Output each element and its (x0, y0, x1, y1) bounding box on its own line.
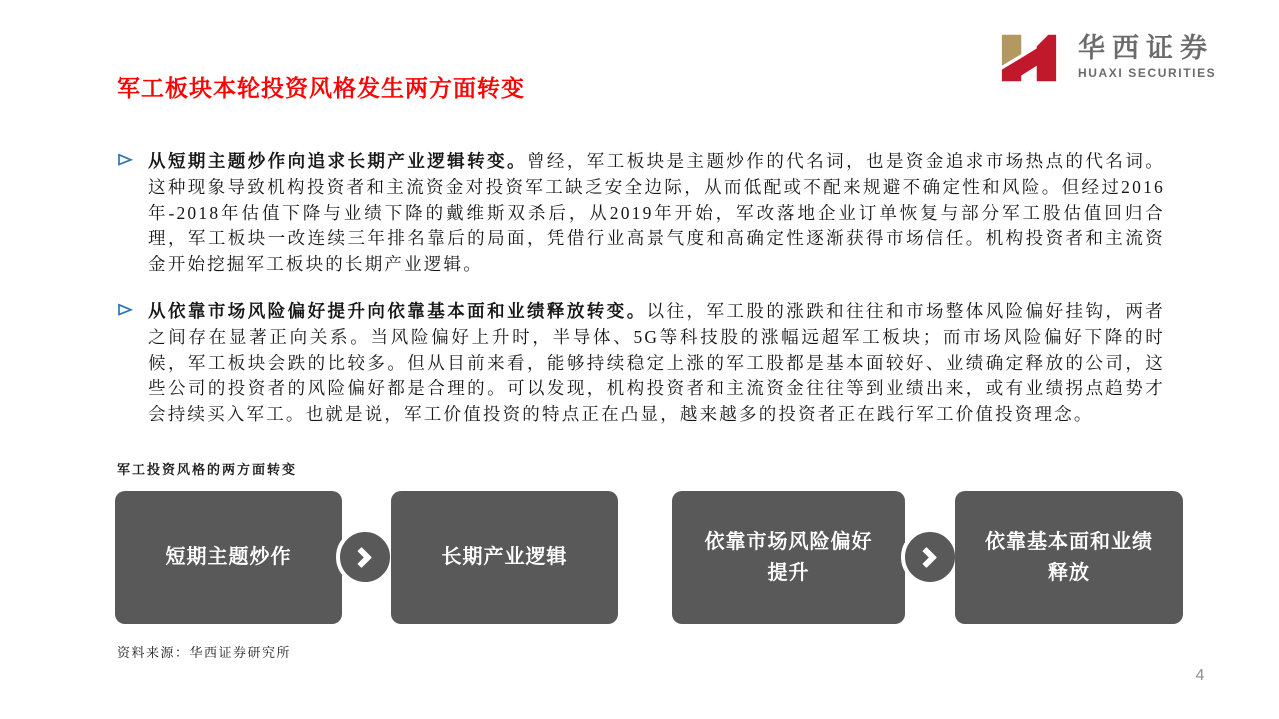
bullet-body: 以往，军工股的涨跌和往往和市场整体风险偏好挂钩，两者之间存在显著正向关系。当风险偏好上升时，半导体、5G等科技股的涨幅远超军工板块；而市场风险偏好下降的时候，军工板块会跌的比较多。但从目前来看，能够持续稳定上涨的军工股都是基本面较好、业绩确定释放的公司，这些公司的投资者的风险偏好都是合理的。可以发现，机构投资者和主流资金往往等到业绩出来，或有业绩拐点趋势才会持续买入军工。也就是说，军工价值投资的特点正在凸显，越来越多的投资者正在践行军工价值投资理念。 (148, 300, 1166, 425)
flow-box-fundamentals: 依靠基本面和业绩释放 (955, 491, 1183, 624)
page-number: 4 (1195, 667, 1205, 684)
flow-box-risk-appetite: 依靠市场风险偏好提升 (672, 491, 905, 624)
bullet-paragraph (148, 299, 1165, 428)
source-note: 资料来源：华西证券研究所 (117, 645, 292, 660)
diagram-caption: 军工投资风格的两方面转变 (117, 462, 298, 477)
logo-name-cn: 华西证券 (1078, 33, 1214, 63)
flow-box-long-term-logic: 长期产业逻辑 (391, 491, 618, 624)
chevron-right-icon (901, 528, 959, 586)
logo-name-en: HUAXI SECURITIES (1078, 66, 1217, 80)
bullet-lead: 从短期主题炒作向追求长期产业逻辑转变。 (148, 151, 527, 171)
bullet-arrow-icon (117, 149, 148, 278)
content-area (117, 149, 1165, 449)
bullet-lead: 从依靠市场风险偏好提升向依靠基本面和业绩释放转变。 (148, 300, 647, 321)
huaxi-logo (998, 30, 1216, 86)
bullet-item (117, 299, 1165, 428)
bullet-item (117, 149, 1165, 278)
huaxi-logo-icon (998, 30, 1060, 86)
huaxi-logo-text (1078, 30, 1216, 80)
bullet-arrow-icon (117, 299, 148, 428)
flow-box-short-term-theme: 短期主题炒作 (115, 491, 342, 624)
bullet-body: 曾经，军工板块是主题炒作的代名词，也是资金追求市场热点的代名词。这种现象导致机构投资者和主流资金对投资军工缺乏安全边际，从而低配或不配来规避不确定性和风险。但经过2016年-2018年估值下降与业绩下降的戴维斯双杀后，从2019年开始，军改落地企业订单恢复与部分军工股估值回归合理，军工板块一改连续三年排名靠后的局面，凭借行业高景气度和高确定性逐渐获得市场信任。机构投资者和主流资金开始挖掘军工板块的长期产业逻辑。 (148, 151, 1165, 275)
bullet-paragraph (148, 149, 1165, 278)
page-title: 军工板块本轮投资风格发生两方面转变 (117, 76, 525, 101)
chevron-right-icon (336, 528, 394, 586)
